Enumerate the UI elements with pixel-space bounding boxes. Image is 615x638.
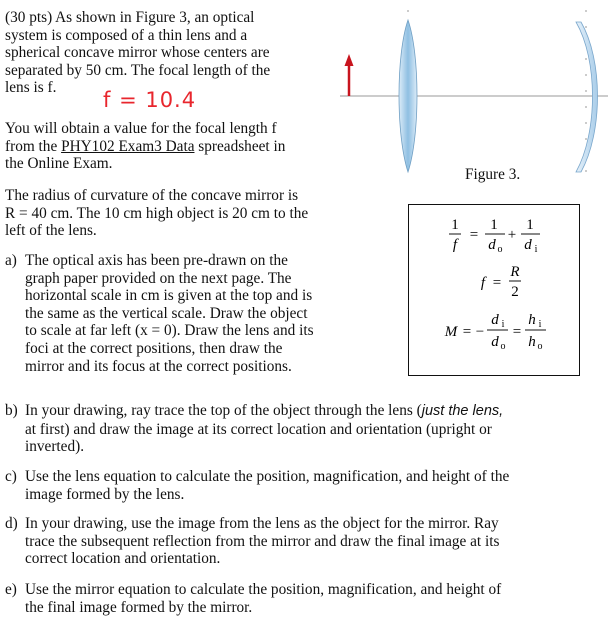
equations-box xyxy=(408,204,580,376)
question-label: d) xyxy=(5,515,18,532)
question-line: the final image formed by the mirror. xyxy=(25,598,253,616)
question-line: correct location and orientation. xyxy=(25,550,221,568)
subscript-o: o xyxy=(500,341,506,352)
var-d: d xyxy=(491,334,499,350)
magnification-equation xyxy=(444,312,546,352)
question-text: In your drawing, ray trace the top of the object through the lens ( xyxy=(25,402,422,419)
given-line: left of the lens. xyxy=(5,222,97,240)
intro-line: spherical concave mirror whose centers are xyxy=(5,44,270,62)
subscript-i: i xyxy=(534,244,538,255)
intro-line: (30 pts) As shown in Figure 3, an optical xyxy=(5,9,255,26)
plus-sign: + xyxy=(507,227,517,243)
thin-lens xyxy=(399,20,417,172)
minus-sign: − xyxy=(475,324,485,340)
question-line: image formed by the lens. xyxy=(25,485,185,503)
var-f: f xyxy=(452,237,458,253)
equals-sign: = xyxy=(492,275,502,291)
equals-sign: = xyxy=(512,324,522,340)
focal-info-suffix: spreadsheet in xyxy=(194,137,286,155)
number-two: 2 xyxy=(511,284,519,300)
focal-length-info xyxy=(5,120,285,173)
var-h: h xyxy=(528,312,536,328)
question-label: c) xyxy=(5,468,17,485)
given-line: R = 40 cm. The 10 cm high object is 20 cm to the xyxy=(5,204,309,222)
given-line: The radius of curvature of the concave mirror is xyxy=(5,187,299,204)
subscript-i: i xyxy=(501,319,505,330)
var-R: R xyxy=(510,264,520,280)
focal-info-prefix: from the xyxy=(5,137,62,155)
question-line: graph paper provided on the next page. The xyxy=(25,269,292,287)
subscript-o: o xyxy=(497,244,503,255)
object-arrow-head xyxy=(345,54,354,66)
var-d: d xyxy=(488,237,496,253)
intro-line: separated by 50 cm. The focal length of the xyxy=(5,61,271,79)
numerator-one: 1 xyxy=(526,217,534,233)
question-line: In your drawing, use the image from the lens as the object for the mirror. Ray xyxy=(25,515,499,532)
intro-line: system is composed of a thin lens and a xyxy=(5,26,248,44)
var-d: d xyxy=(524,237,532,253)
question-line: inverted). xyxy=(25,438,85,456)
question-label: a) xyxy=(5,252,17,269)
var-d: d xyxy=(491,312,499,328)
equals-sign: = xyxy=(462,324,472,340)
mirror-focal-equation xyxy=(481,264,521,300)
question-emphasis: just the lens, xyxy=(421,403,504,419)
var-M: M xyxy=(444,324,458,340)
question-line: to scale at far left (x = 0). Draw the lens and its xyxy=(25,322,314,340)
focal-info-line: You will obtain a value for the focal length f xyxy=(5,120,277,137)
question-label: b) xyxy=(5,402,18,419)
numerator-one: 1 xyxy=(451,217,459,233)
focal-info-line xyxy=(5,138,285,156)
var-f: f xyxy=(480,275,486,291)
lens-equation xyxy=(449,217,540,255)
question-line xyxy=(25,402,503,421)
var-h: h xyxy=(528,334,536,350)
question-line: horizontal scale in cm is given at the top and is xyxy=(25,287,313,305)
question-label: e) xyxy=(5,581,17,598)
focal-info-line: the Online Exam. xyxy=(5,155,113,173)
given-values xyxy=(5,187,308,240)
question-line: Use the lens equation to calculate the position, magnification, and height of the xyxy=(25,468,510,485)
numerator-one: 1 xyxy=(490,217,498,233)
handwritten-focal-note: f = 10.4 xyxy=(103,88,197,112)
problem-intro xyxy=(5,9,270,97)
question-line: the same as the vertical scale. Draw the object xyxy=(25,304,308,322)
equals-sign: = xyxy=(469,227,479,243)
intro-line: lens is f. xyxy=(5,79,57,97)
concave-mirror xyxy=(576,22,598,172)
subscript-i: i xyxy=(538,319,542,330)
question-line: at first) and draw the image at its correct location and orientation (upright or xyxy=(25,420,492,438)
question-line: foci at the correct positions, then draw the xyxy=(25,339,283,357)
figure-caption: Figure 3. xyxy=(465,166,521,183)
subscript-o: o xyxy=(537,341,543,352)
data-spreadsheet-link[interactable]: PHY102 Exam3 Data xyxy=(61,137,195,155)
question-line: trace the subsequent reflection from the mirror and draw the final image at its xyxy=(25,532,500,550)
question-line: Use the mirror equation to calculate the position, magnification, and height of xyxy=(25,581,502,598)
question-line: mirror and its focus at the correct positions. xyxy=(25,357,292,375)
question-line: The optical axis has been pre-drawn on the xyxy=(25,252,288,269)
